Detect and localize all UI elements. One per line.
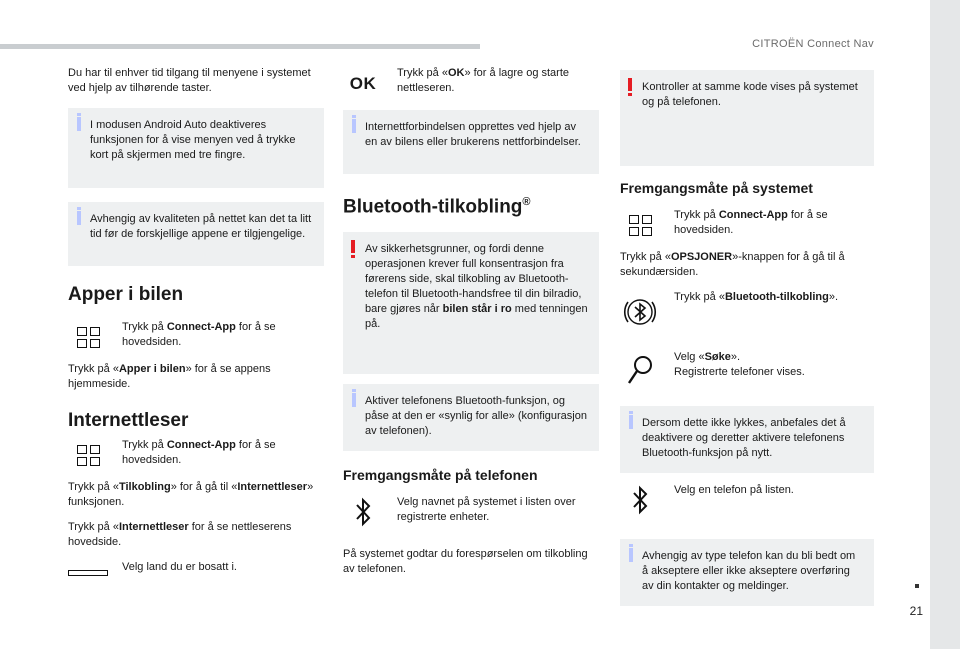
info-icon (352, 393, 356, 407)
step-connect-app: Trykk på Connect-App for å se hovedsiden. (68, 320, 324, 350)
header-title: CITROËN Connect Nav (752, 38, 874, 50)
page-number: 21 (909, 604, 923, 618)
warning-box-code: Kontroller at samme kode vises på systemet og på telefonen. (620, 70, 874, 166)
step-select-phone: Velg en telefon på listen. (620, 483, 874, 527)
accept-text: På systemet godtar du forespørselen om tilkobling av telefonen. (343, 548, 588, 576)
bluetooth-icon (343, 495, 383, 529)
info-text: I modusen Android Auto deaktiveres funksjonen for å vise menyen ved å trykke kort på skjermen med tre fingre. (90, 119, 296, 161)
continue-mark (915, 584, 919, 588)
step-select-system: Velg navnet på systemet i listen over registrerte enheter. (343, 495, 599, 535)
info-text: Avhengig av kvaliteten på nettet kan det ta litt tid før de forskjellige appene er tilgjengelige. (90, 213, 312, 240)
info-box-network (68, 202, 324, 266)
warning-box-safety: Av sikkerhetsgrunner, og fordi denne operasjonen krever full konsentrasjon fra førerens side, skal tilkobling av Bluetooth-telefon til Bluetooth-handsfree til din bilradio, bare gjøres når bilen står i ro med tenningen på. (343, 232, 599, 374)
heading-internettleser: Internettleser (68, 410, 189, 431)
info-text: Internettforbindelsen opprettes ved hjelp av en av bilens eller brukerens nettforbindelser. (365, 121, 581, 148)
tilkobling-text: Trykk på «Tilkobling» for å gå til «Internettleser» funksjonen. (68, 481, 314, 508)
step-connect-app-2: Trykk på Connect-App for å se hovedsiden. (68, 438, 324, 468)
warning-icon (628, 78, 632, 91)
step-sok: Velg «Søke». Registrerte telefoner vises. (620, 350, 874, 394)
flat-bar-icon (68, 560, 108, 594)
info-box-android (68, 108, 324, 188)
info-text: Aktiver telefonens Bluetooth-funksjon, og påse at den er «synlig for alle» (konfigurasjon av telefonen). (365, 395, 587, 438)
apps-grid-icon (68, 320, 108, 354)
intro-text: Du har til enhver tid tilgang til menyene i systemet ved hjelp av tilhørende taster. (68, 67, 311, 94)
heading-bluetooth: Bluetooth-tilkobling® (343, 196, 531, 218)
ok-icon: OK (349, 73, 377, 93)
column-1 (68, 66, 324, 602)
info-icon (352, 119, 356, 133)
info-icon (629, 415, 633, 429)
column-3 (620, 70, 874, 616)
apps-grid-icon (620, 208, 660, 242)
apps-grid-icon (68, 438, 108, 472)
info-icon (77, 117, 81, 131)
opsjoner-text: Trykk på «OPSJONER»-knappen for å gå til å sekundærsiden. (620, 251, 845, 278)
search-icon (620, 350, 660, 390)
step-select-country: Velg land du er bosatt i. (68, 560, 324, 590)
step-bluetooth-tilkobling: Trykk på «Bluetooth-tilkobling». (620, 290, 874, 338)
info-icon (77, 211, 81, 225)
apper-text: Trykk på «Apper i bilen» for å se appens hjemmeside. (68, 363, 271, 390)
info-box-retry (620, 406, 874, 473)
step-ok: OK Trykk på «OK» for å lagre og starte nettleseren. (343, 66, 599, 96)
info-icon (629, 548, 633, 562)
info-box-contacts (620, 539, 874, 606)
warning-icon (351, 240, 355, 253)
heading-apper-i-bilen: Apper i bilen (68, 284, 184, 305)
info-text: Avhengig av type telefon kan du bli bedt om å akseptere eller ikke akseptere overføring av din kontakter og meldinger. (642, 550, 856, 592)
info-box-internet (343, 110, 599, 174)
heading-system-procedure: Fremgangsmåte på systemet (620, 180, 813, 196)
top-accent-bar (0, 44, 480, 49)
step-connect-app-3: Trykk på Connect-App for å se hovedsiden. (620, 208, 874, 238)
page-edge-strip (930, 0, 960, 649)
info-box-activate-bt (343, 384, 599, 451)
internettleser-text: Trykk på «Internettleser for å se nettleserens hovedside. (68, 521, 292, 548)
bluetooth-circle-icon (620, 290, 660, 334)
bluetooth-icon (620, 483, 660, 517)
heading-phone-procedure: Fremgangsmåte på telefonen (343, 467, 538, 484)
column-2 (343, 66, 599, 587)
info-text: Dersom dette ikke lykkes, anbefales det å deaktivere og deretter aktivere telefonens Bluetooth-funksjon på nytt. (642, 417, 846, 459)
